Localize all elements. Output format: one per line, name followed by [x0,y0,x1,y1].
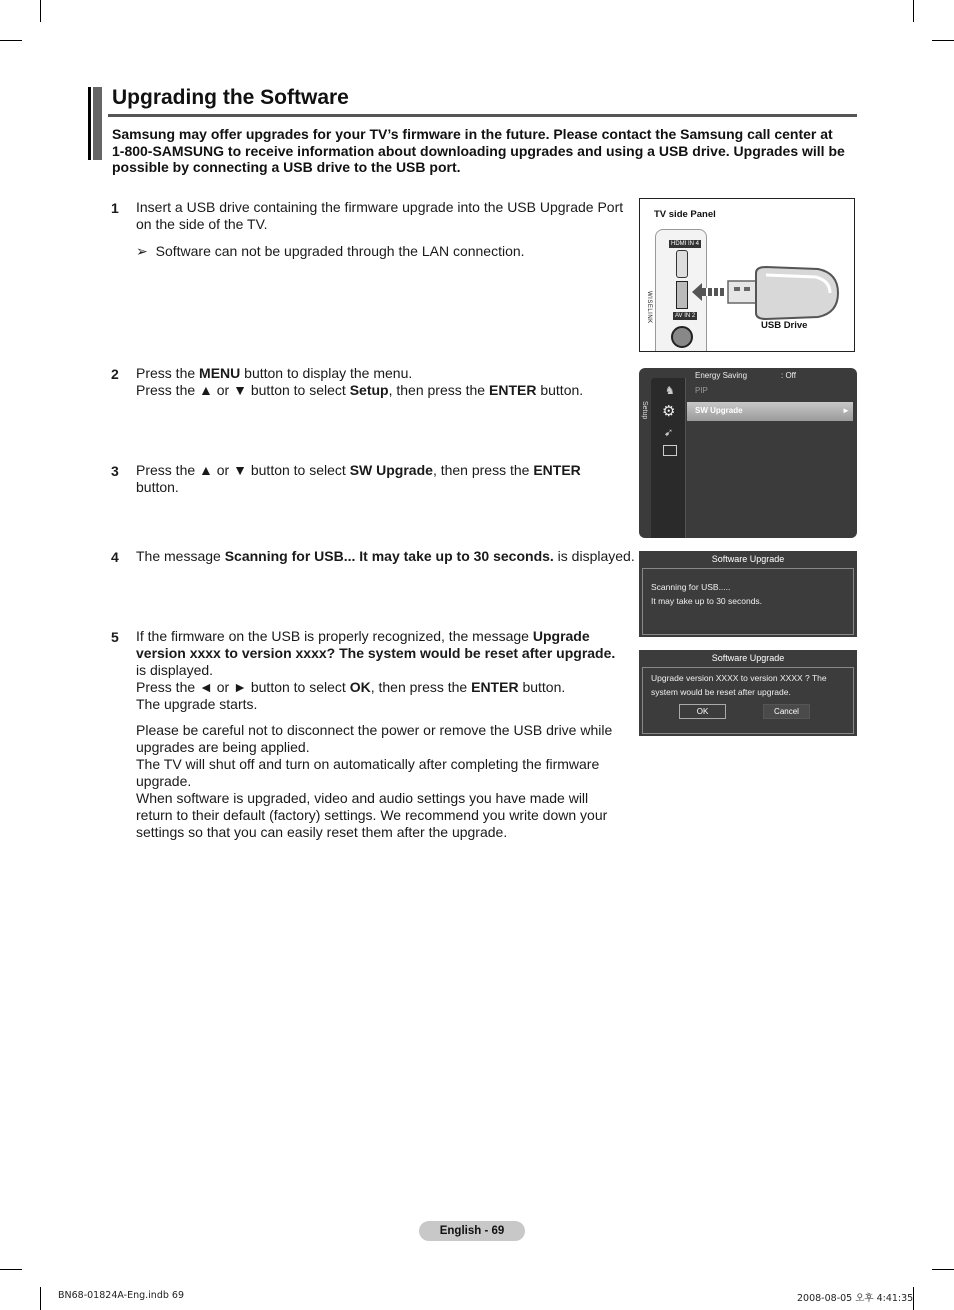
crop-mark [40,0,41,22]
note-text: Software can not be upgraded through the LAN connection. [155,243,525,259]
menu-item-pip[interactable]: PIP [695,386,708,395]
step-2-text [136,365,626,399]
scan-line-1: Scanning for USB..... [651,582,731,592]
file-slug: BN68-01824A-Eng.indb 69 [58,1290,184,1301]
step-2-line-2: Press the ▲ or ▼ button to select Setup, then press the ENTER button. [136,382,584,398]
menu-item-arrow-icon: ► [842,406,850,415]
scan-dialog [639,551,857,637]
input-icon: ➹ [664,427,674,439]
wiselink-tag: WISELINK [646,291,652,324]
menu-item-sw-upgrade[interactable]: SW Upgrade [695,406,743,415]
header-bar [88,87,91,160]
menu-side-label: Setup [641,401,648,420]
title-rule [108,114,857,117]
menu-item-energy-saving[interactable]: Energy Saving [695,371,748,380]
av-port-icon [671,326,693,348]
step-number: 2 [111,366,119,382]
hdmi-port-icon [676,250,688,278]
step-5-para-4: Please be careful not to disconnect the power or remove the USB drive while upgrades are being applied. [136,722,613,755]
note [136,243,525,260]
intro-text: Samsung may offer upgrades for your TV’s firmware in the future. Please contact the Samsung call center at 1-800-SAMSUNG to receive information about downloading upgrades and using a USB drive. Upgrades will be possible by connecting a USB drive to the USB port. [112,126,845,175]
step-5-text [136,628,626,841]
usb-port-icon [676,281,688,309]
ok-button[interactable]: OK [679,704,726,719]
crop-mark [913,0,914,22]
upgrade-dialog-title: Software Upgrade [711,653,785,663]
step-3-text: Press the ▲ or ▼ button to select SW Upgrade, then press the ENTER button. [136,462,581,495]
support-icon [663,445,677,456]
note-arrow-icon: ➢ [136,243,148,259]
upgrade-dialog [639,650,857,736]
usb-drive-icon [726,265,842,321]
step-number: 5 [111,629,119,645]
picture-icon: ♞ [665,385,675,397]
step-5-para-1: If the firmware on the USB is properly recognized, the message Upgrade version xxxx to version xxxx? The system would be reset after upgrade. is displayed. [136,628,616,678]
hdmi-tag: HDMI IN 4 [671,241,700,247]
step-number: 1 [111,200,119,216]
crop-mark [932,1269,954,1270]
step-5-para-2: Press the ◄ or ► button to select OK, then press the ENTER button. [136,679,566,695]
scan-dialog-title: Software Upgrade [711,554,785,564]
crop-mark [40,1287,41,1310]
step-number: 4 [111,549,119,565]
step-1-text [136,199,626,233]
crop-mark [0,1269,22,1270]
setup-gear-icon: ⚙ [662,403,676,420]
step-5-para-6: When software is upgraded, video and audio settings you have made will return to their default (factory) settings. We recommend you write down your settings so that you can easily reset them after the upgrade. [136,790,608,840]
page-number: English - 69 [419,1221,525,1241]
insert-arrow-icon [692,281,726,303]
upgrade-line-2: system would be reset after upgrade. [651,687,791,697]
menu-item-energy-saving-value: : Off [781,371,796,380]
step-5-para-3: The upgrade starts. [136,696,258,712]
date-slug: 2008-08-05 오후 4:41:35 [797,1293,914,1304]
setup-menu-screen [639,368,857,538]
usb-drive-label: USB Drive [761,320,808,331]
crop-mark [0,40,22,41]
av-tag: AV IN 2 [675,313,696,319]
page-title: Upgrading the Software [112,86,349,109]
scan-line-2: It may take up to 30 seconds. [651,596,763,606]
step-1-line: Insert a USB drive containing the firmware upgrade into the USB Upgrade Port on the side of the TV. [136,199,624,232]
tv-side-panel-figure [639,198,855,352]
menu-divider [685,378,686,538]
step-5-para-5: The TV will shut off and turn on automatically after completing the firmware upgrade. [136,756,600,789]
crop-mark [932,40,954,41]
header-bar [93,87,102,160]
step-2-line-1: Press the MENU button to display the menu. [136,365,413,381]
step-number: 3 [111,463,119,479]
panel-title: TV side Panel [654,209,716,220]
step-4-text: The message Scanning for USB... It may take up to 30 seconds. is displayed. [136,548,635,564]
upgrade-line-1: Upgrade version XXXX to version XXXX ? The [651,673,827,683]
cancel-button[interactable]: Cancel [763,704,810,719]
